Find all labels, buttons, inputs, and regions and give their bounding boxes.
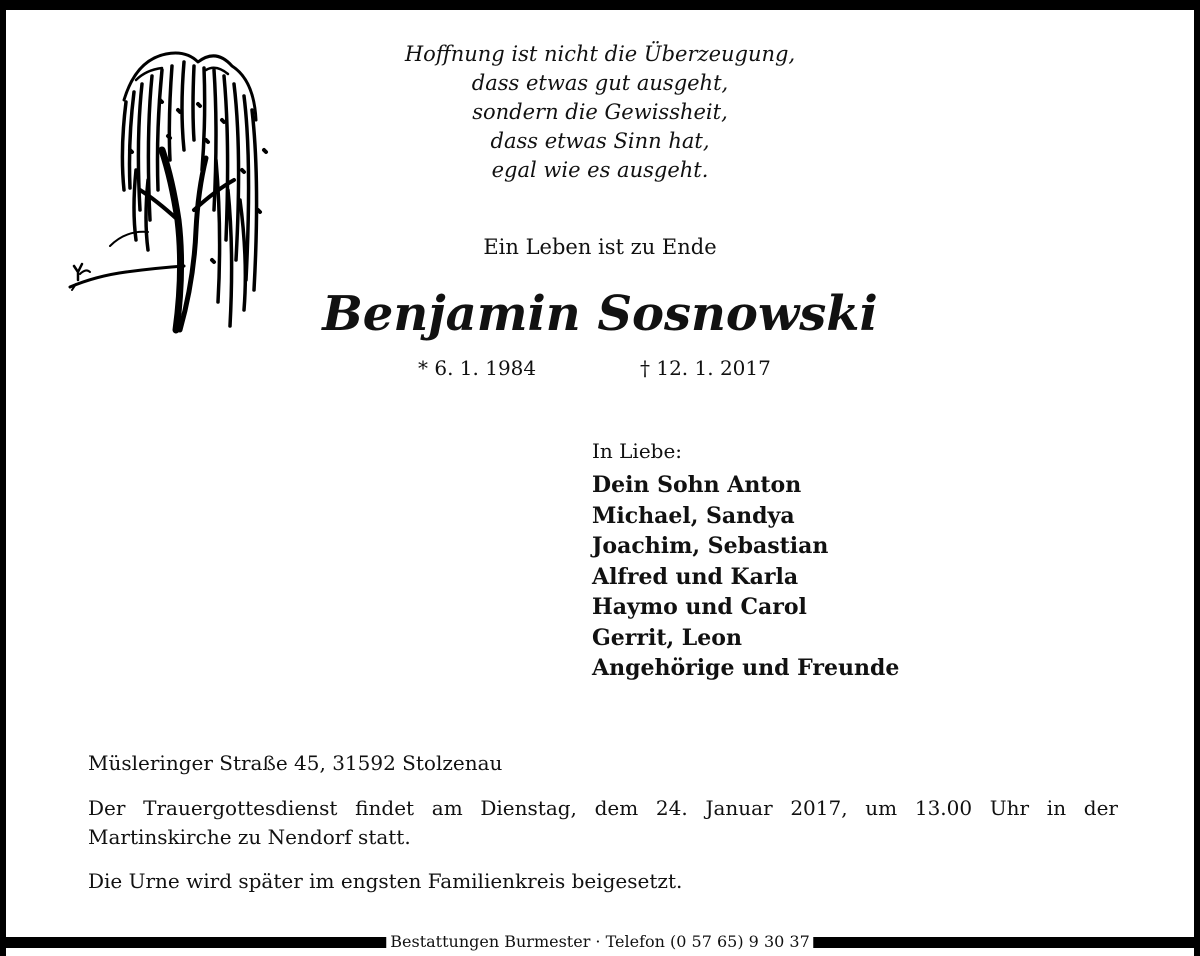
quote-line: Hoffnung ist nicht die Überzeugung,: [404, 42, 796, 66]
mourner-name: Gerrit, Leon: [592, 624, 742, 651]
intro-text: Ein Leben ist zu Ende: [483, 235, 717, 259]
mourner-name: Joachim, Sebastian: [592, 533, 829, 559]
birth-date: * 6. 1. 1984: [418, 356, 537, 380]
death-date: † 12. 1. 2017: [640, 356, 771, 380]
quote-line: dass etwas gut ausgeht,: [471, 71, 729, 95]
quote-line: egal wie es ausgeht.: [491, 158, 709, 182]
quote: [350, 40, 850, 185]
mourners-heading: In Liebe:: [592, 439, 683, 463]
burial-info: Die Urne wird später im engsten Familienkreis beigesetzt.: [88, 869, 683, 893]
mourner-name: Haymo und Carol: [592, 594, 807, 620]
address: Müsleringer Straße 45, 31592 Stolzenau: [88, 751, 503, 775]
mourner-name: Alfred und Karla: [592, 563, 799, 590]
mourner-name: Michael, Sandya: [592, 502, 795, 529]
mourner-name: Angehörige und Freunde: [592, 655, 900, 681]
quote-line: dass etwas Sinn hat,: [490, 129, 710, 153]
weeping-willow-icon: [66, 40, 276, 340]
mourner-name: Dein Sohn Anton: [592, 472, 802, 498]
quote-line: sondern die Gewissheit,: [472, 100, 728, 124]
deceased-name: Benjamin Sosnowski: [322, 286, 878, 342]
service-info: Der Trauergottesdienst findet am Dienstag, dem 24. Januar 2017, um 13.00 Uhr in der Martinskirche zu Nendorf statt.: [88, 796, 1118, 849]
mourners-list: [592, 470, 899, 684]
funeral-home-footer: Bestattungen Burmester · Telefon (0 57 65) 9 30 37: [386, 931, 813, 953]
